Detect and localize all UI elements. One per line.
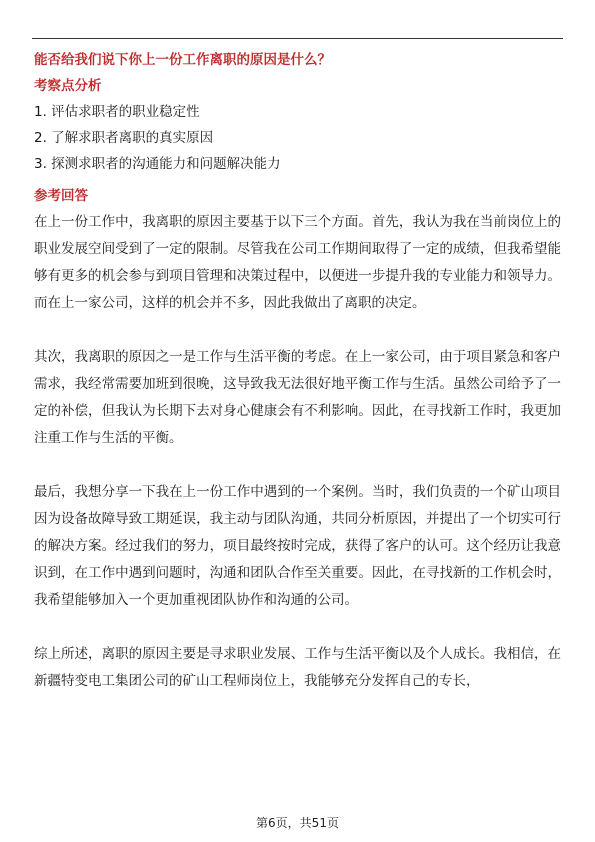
analysis-point: 3. 探测求职者的沟通能力和问题解决能力 — [34, 156, 281, 172]
page-content — [34, 50, 561, 695]
analysis-point: 2. 了解求职者离职的真实原因 — [34, 130, 214, 146]
analysis-heading: 考察点分析 — [34, 78, 102, 94]
analysis-list — [34, 99, 561, 177]
answer-paragraph: 其次，我离职的原因之一是工作与生活平衡的考虑。在上一家公司，由于项目紧急和客户需求，我经常需要加班到很晚，这导致我无法很好地平衡工作与生活。虽然公司给予了一定的补偿，但我认为长期下去对身心健康会有不利影响。因此，在寻找新工作时，我更加注重工作与生活的平衡。 — [34, 349, 561, 446]
answer-heading: 参考回答 — [34, 188, 88, 204]
analysis-point: 1. 评估求职者的职业稳定性 — [34, 104, 200, 120]
answer-paragraph: 在上一份工作中，我离职的原因主要基于以下三个方面。首先，我认为我在当前岗位上的职业发展空间受到了一定的限制。尽管我在公司工作期间取得了一定的成绩，但我希望能够有更多的机会参与到项目管理和决策过程中，以便进一步提升我的专业能力和领导力。而在上一家公司，这样的机会并不多，因此我做出了离职的决定。 — [34, 214, 561, 311]
question-heading: 能否给我们说下你上一份工作离职的原因是什么？ — [34, 52, 331, 68]
header-rule — [32, 38, 563, 39]
answer-paragraph: 综上所述，离职的原因主要是寻求职业发展、工作与生活平衡以及个人成长。我相信，在新疆特变电工集团公司的矿山工程师岗位上，我能够充分发挥自己的专长， — [34, 646, 561, 689]
answer-paragraph: 最后，我想分享一下我在上一份工作中遇到的一个案例。当时，我们负责的一个矿山项目因为设备故障导致工期延误，我主动与团队沟通，共同分析原因，并提出了一个切实可行的解决方案。经过我们的努力，项目最终按时完成，获得了客户的认可。这个经历让我意识到，在工作中遇到问题时，沟通和团队合作至关重要。因此，在寻找新的工作机会时，我希望能够加入一个更加重视团队协作和沟通的公司。 — [34, 484, 561, 608]
page-number: 第6页，共51页 — [256, 816, 339, 830]
